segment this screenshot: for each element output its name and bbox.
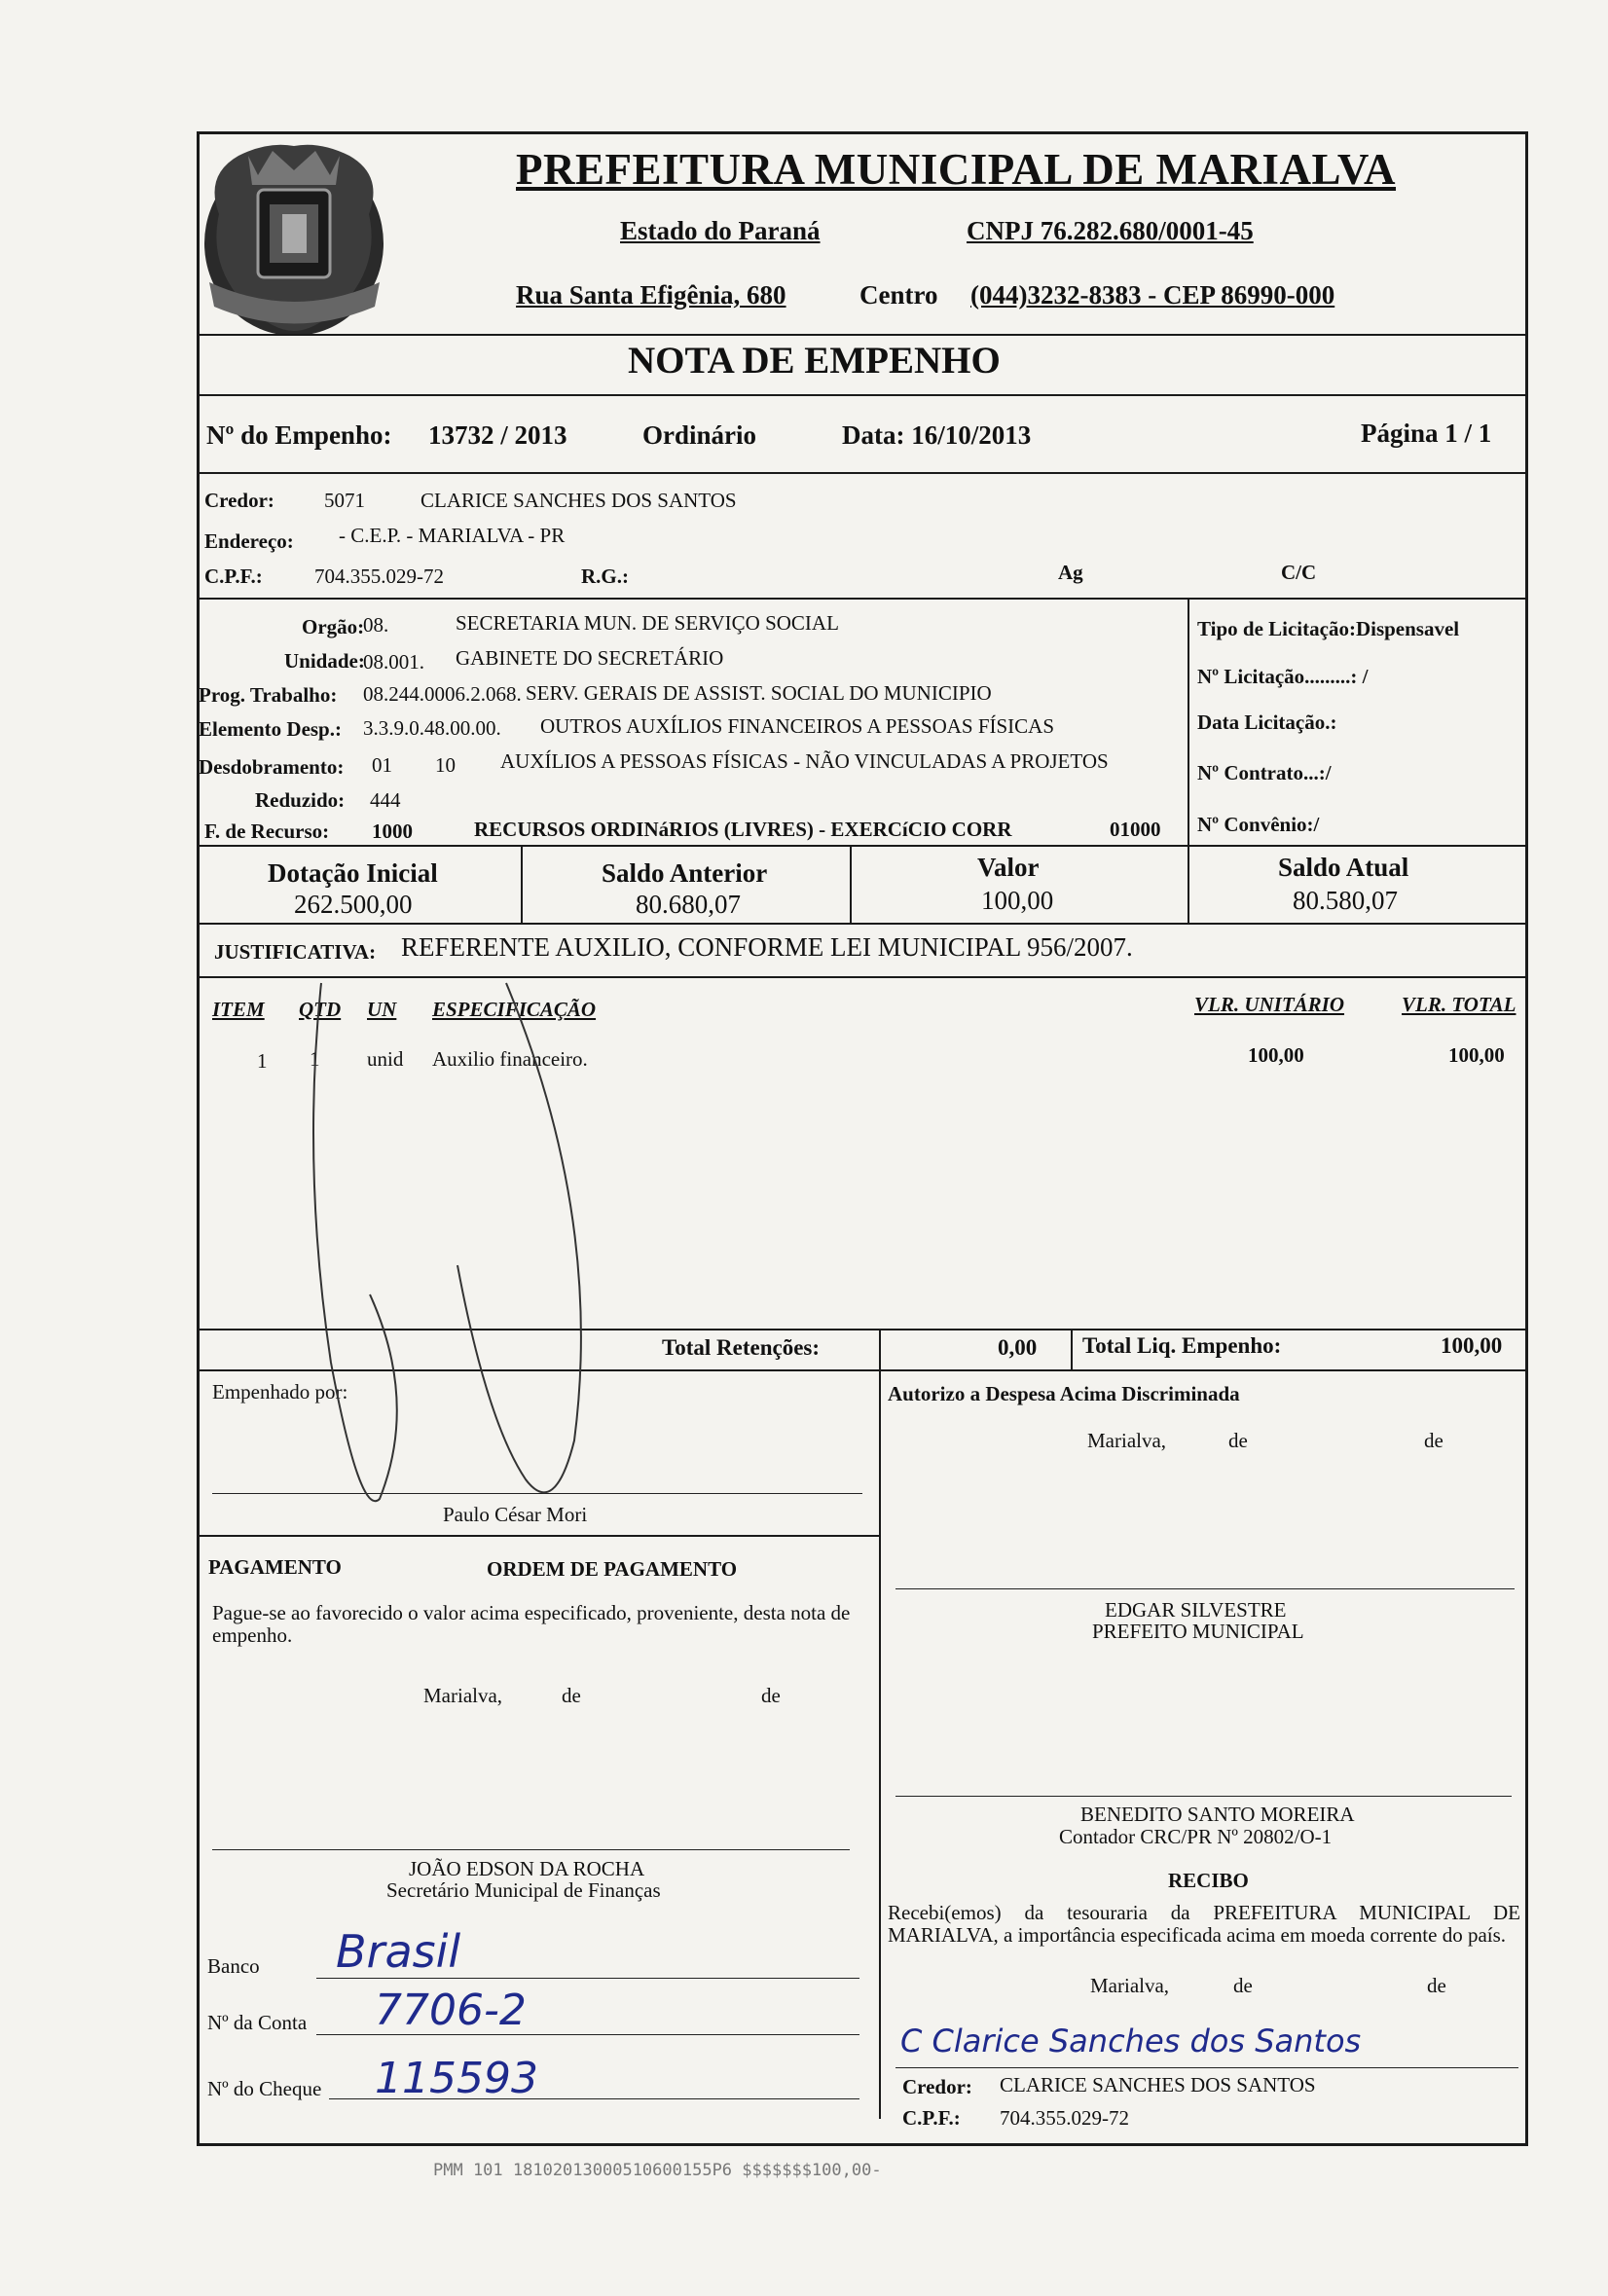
accountant-name: BENEDITO SANTO MOREIRA [1080, 1803, 1355, 1826]
fonte-number: 01000 [1110, 818, 1161, 841]
elemento-code: 3.3.9.0.48.00.00. [363, 716, 501, 740]
ordem-text: Pague-se ao favorecido o valor acima especificado, proveniente, desta nota de empenho. [212, 1601, 851, 1647]
state-label: Estado do Paraná [620, 216, 821, 245]
saldo-anterior-label: Saldo Anterior [602, 858, 768, 888]
autorizo-place: Marialva, [1087, 1429, 1167, 1452]
recibo-de1: de [1233, 1974, 1253, 1997]
numero-convenio: Nº Convênio:/ [1197, 813, 1320, 836]
ordem-pagamento-label: ORDEM DE PAGAMENTO [487, 1557, 738, 1581]
pagamento-label: PAGAMENTO [208, 1555, 342, 1579]
prog-label: Prog. Trabalho: [199, 683, 338, 707]
retencoes-label: Total Retenções: [662, 1335, 821, 1360]
saldo-anterior-value: 80.680,07 [636, 890, 741, 919]
elemento-label: Elemento Desp.: [199, 717, 342, 741]
district-label: Centro [859, 280, 938, 310]
autorizo-label: Autorizo a Despesa Acima Discriminada [888, 1382, 1240, 1405]
credor-code: 5071 [324, 489, 365, 512]
conta-value: 7706-2 [375, 1986, 527, 2035]
empenhado-label: Empenhado por: [212, 1380, 348, 1403]
row-qtd: 1 [310, 1047, 320, 1071]
empenho-number-label: Nº do Empenho: [206, 420, 392, 450]
coat-of-arms-icon [200, 136, 389, 346]
unidade-name: GABINETE DO SECRETÁRIO [456, 646, 724, 670]
elemento-name: OUTROS AUXÍLIOS FINANCEIROS A PESSOAS FÍSICAS [540, 714, 1055, 738]
footer-code: PMM 101 18102013000510600155P6 $$$$$$$100,00- [433, 2161, 882, 2180]
recibo-signature: C Clarice Sanches dos Santos [900, 2023, 1362, 2059]
row-especificacao: Auxilio financeiro. [432, 1047, 588, 1071]
desdobramento-label: Desdobramento: [199, 755, 345, 779]
empenho-type: Ordinário [642, 420, 757, 450]
col-especificacao: ESPECIFICAÇÃO [432, 998, 597, 1021]
valor-value: 100,00 [981, 886, 1054, 915]
recibo-title: RECIBO [1168, 1869, 1249, 1892]
fonte-name: RECURSOS ORDINáRIOS (LIVRES) - EXERCíCIO CORR [474, 818, 1012, 841]
row-item: 1 [257, 1049, 268, 1073]
row-un: unid [367, 1047, 404, 1071]
col-item: ITEM [212, 998, 265, 1021]
liq-empenho-value: 100,00 [1441, 1333, 1503, 1358]
secretary-title: Secretário Municipal de Finanças [386, 1878, 661, 1902]
justificativa-text: REFERENTE AUXILIO, CONFORME LEI MUNICIPAL 956/2007. [401, 932, 1133, 962]
col-qtd: QTD [299, 998, 342, 1021]
empenho-date: Data: 16/10/2013 [842, 420, 1032, 450]
conta-label: Nº da Conta [207, 2011, 308, 2034]
justificativa-label: JUSTIFICATIVA: [214, 940, 377, 964]
reduzido-value: 444 [370, 788, 401, 812]
recibo-cpf: 704.355.029-72 [1000, 2106, 1129, 2130]
saldo-atual-value: 80.580,07 [1293, 886, 1398, 915]
col-vlr-unitario: VLR. UNITÁRIO [1194, 993, 1345, 1016]
rg-label: R.G.: [581, 565, 629, 588]
recibo-credor-label: Credor: [902, 2075, 972, 2098]
orgao-label: Orgão: [302, 615, 365, 638]
banco-label: Banco [207, 1954, 260, 1978]
fonte-code: 1000 [372, 820, 413, 843]
cnpj-label: CNPJ 76.282.680/0001-45 [967, 216, 1254, 245]
unidade-code: 08.001. [363, 650, 424, 674]
credor-name: CLARICE SANCHES DOS SANTOS [420, 489, 737, 512]
ordem-place: Marialva, [423, 1684, 503, 1707]
secretary-name: JOÃO EDSON DA ROCHA [409, 1857, 645, 1880]
col-un: UN [367, 998, 397, 1021]
ordem-de2: de [761, 1684, 781, 1707]
orgao-code: 08. [363, 613, 389, 637]
cheque-label: Nº do Cheque [207, 2077, 322, 2100]
cc-label: C/C [1281, 561, 1317, 584]
document-title: NOTA DE EMPENHO [628, 340, 1001, 382]
cpf-label: C.P.F.: [204, 565, 263, 588]
orgao-name: SECRETARIA MUN. DE SERVIÇO SOCIAL [456, 611, 839, 635]
mayor-title: PREFEITO MUNICIPAL [1092, 1620, 1304, 1643]
handwritten-mark [292, 973, 613, 1538]
recibo-place: Marialva, [1090, 1974, 1170, 1997]
reduzido-label: Reduzido: [255, 788, 346, 812]
unidade-label: Unidade: [284, 649, 365, 673]
valor-label: Valor [977, 853, 1040, 882]
autorizo-de1: de [1228, 1429, 1248, 1452]
col-vlr-total: VLR. TOTAL [1402, 993, 1517, 1016]
empenho-number: 13732 / 2013 [428, 420, 567, 450]
data-licitacao: Data Licitação.: [1197, 711, 1337, 734]
retencoes-value: 0,00 [998, 1335, 1038, 1360]
fonte-label: F. de Recurso: [204, 820, 330, 843]
autorizo-de2: de [1424, 1429, 1444, 1452]
dotacao-label: Dotação Inicial [268, 858, 438, 888]
prefeitura-title: PREFEITURA MUNICIPAL DE MARIALVA [516, 145, 1397, 194]
phone-cep-label: (044)3232-8383 - CEP 86990-000 [970, 280, 1335, 310]
recibo-de2: de [1427, 1974, 1446, 1997]
street-label: Rua Santa Efigênia, 680 [516, 280, 786, 310]
cpf-value: 704.355.029-72 [314, 565, 444, 588]
ag-label: Ag [1058, 561, 1083, 584]
tipo-licitacao: Tipo de Licitação:Dispensavel [1197, 617, 1460, 640]
numero-licitacao: Nº Licitação.........: / [1197, 665, 1369, 688]
empenhado-name: Paulo César Mori [443, 1503, 588, 1526]
desdobramento-b: 10 [435, 753, 456, 777]
saldo-atual-label: Saldo Atual [1278, 853, 1409, 882]
mayor-name: EDGAR SILVESTRE [1105, 1598, 1287, 1622]
banco-value: Brasil [336, 1925, 461, 1978]
desdobramento-a: 01 [372, 753, 392, 777]
desdobramento-name: AUXÍLIOS A PESSOAS FÍSICAS - NÃO VINCULADAS A PROJETOS [500, 749, 1109, 773]
page-number: Página 1 / 1 [1361, 419, 1492, 448]
numero-contrato: Nº Contrato...:/ [1197, 761, 1332, 784]
row-vlr-total: 100,00 [1448, 1043, 1505, 1067]
liq-empenho-label: Total Liq. Empenho: [1082, 1333, 1282, 1358]
address-label: Endereço: [204, 529, 294, 553]
row-vlr-unitario: 100,00 [1248, 1043, 1304, 1067]
credor-label: Credor: [204, 489, 274, 512]
recibo-text: Recebi(emos) da tesouraria da PREFEITURA MUNICIPAL DE MARIALVA, a importância especificada acima em moeda corrente do país. [888, 1901, 1520, 1947]
prog-name: SERV. GERAIS DE ASSIST. SOCIAL DO MUNICIPIO [526, 681, 992, 705]
address-value: - C.E.P. - MARIALVA - PR [339, 524, 566, 547]
dotacao-value: 262.500,00 [294, 890, 413, 919]
cheque-value: 115593 [375, 2054, 538, 2103]
accountant-title: Contador CRC/PR Nº 20802/O-1 [1059, 1825, 1333, 1848]
recibo-cpf-label: C.P.F.: [902, 2106, 961, 2130]
prog-code: 08.244.0006.2.068. [363, 682, 522, 706]
recibo-credor: CLARICE SANCHES DOS SANTOS [1000, 2073, 1316, 2096]
ordem-de1: de [562, 1684, 581, 1707]
